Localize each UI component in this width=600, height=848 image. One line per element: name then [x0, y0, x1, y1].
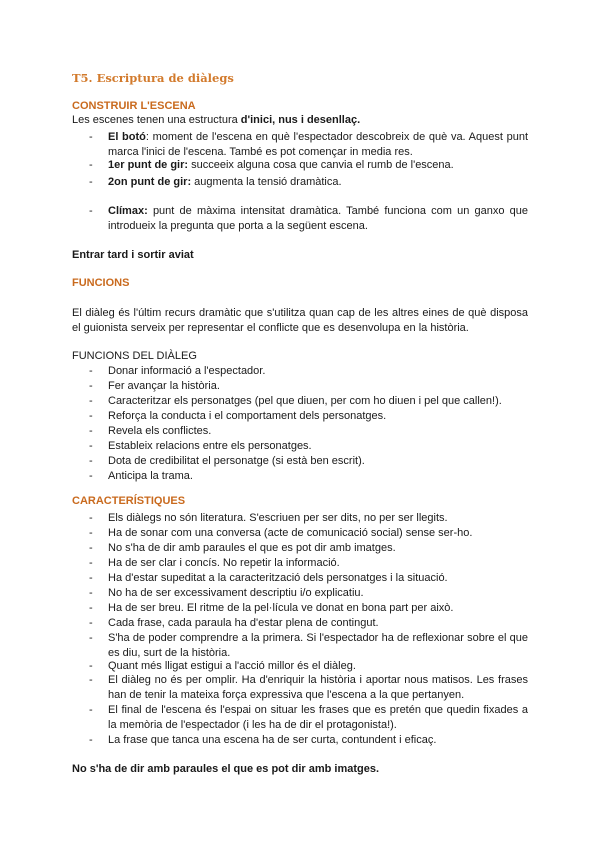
list-item: Ha de sonar com una conversa (acte de comunicació social) sense ser-ho. — [108, 527, 473, 539]
list-item: Quant més lligat estigui a l'acció millor és el diàleg. — [108, 660, 356, 672]
list-item: S'ha de poder comprendre a la primera. Si l'espectador ha de reflexionar sobre el que es diu, surt de la història. — [108, 632, 528, 659]
bullet-marker: - — [89, 425, 93, 437]
bullet-marker: - — [89, 557, 93, 569]
bullet-marker: - — [89, 512, 93, 524]
bullet-marker: - — [89, 205, 93, 217]
term-gir-2: 2on punt de gir: — [108, 176, 192, 188]
bullet-marker: - — [89, 440, 93, 452]
list-item: Revela els conflictes. — [108, 425, 212, 437]
list-item: Cada frase, cada paraula ha d'estar plena de contingut. — [108, 617, 379, 629]
construir-intro — [72, 113, 360, 128]
bullet-marker: - — [89, 131, 93, 143]
bullet-marker: - — [89, 617, 93, 629]
term-gir-1: 1er punt de gir: — [108, 159, 189, 171]
list-item: El diàleg no és per omplir. Ha d'enriquir la història i aportar nous matisos. Les frases han de tenir la mateixa força expressiva que l'escena a la que pertanyen. — [108, 674, 528, 701]
construir-intro-bold: d'inici, nus i desenllaç. — [240, 114, 361, 126]
funcions-paragraph: El diàleg és l'últim recurs dramàtic que s'utilitza quan cap de les altres eines de què disposa el guionista serveix per representar el conflicte que es desenvolupa en la història. — [72, 307, 528, 334]
construir-closing: Entrar tard i sortir aviat — [72, 249, 194, 261]
item-text-gir-1: succeeix alguna cosa que canvia el rumb de l'escena. — [191, 159, 454, 171]
list-item: Ha d'estar supeditat a la caracterització dels personatges i la situació. — [108, 572, 448, 584]
bullet-marker: - — [89, 587, 93, 599]
bullet-marker: - — [89, 660, 93, 672]
list-item: No ha de ser excessivament descriptiu i/o explicatiu. — [108, 587, 364, 599]
list-item-boto — [108, 130, 528, 160]
bullet-marker: - — [89, 542, 93, 554]
list-item: No s'ha de dir amb paraules el que es pot dir amb imatges. — [108, 542, 396, 554]
document-title: T5. Escriptura de diàlegs — [72, 71, 234, 85]
caracteristiques-closing: No s'ha de dir amb paraules el que es pot dir amb imatges. — [72, 763, 380, 775]
list-item: Estableix relacions entre els personatges. — [108, 440, 312, 452]
list-item-gir-2 — [108, 175, 528, 190]
bullet-marker: - — [89, 365, 93, 377]
list-item-gir-1 — [108, 158, 528, 173]
section-heading-caracteristiques: CARACTERÍSTIQUES — [72, 495, 186, 507]
item-text-gir-2: augmenta la tensió dramàtica. — [194, 176, 342, 188]
bullet-marker: - — [89, 380, 93, 392]
list-item: Dota de credibilitat el personatge (si està ben escrit). — [108, 455, 365, 467]
bullet-marker: - — [89, 632, 93, 644]
bullet-marker: - — [89, 734, 93, 746]
bullet-marker: - — [89, 410, 93, 422]
item-text-climax: punt de màxima intensitat dramàtica. També funciona com un ganxo que introdueix la pregunta que porta a la següent escena. — [108, 205, 528, 232]
list-item: El final de l'escena és l'espai on situar les frases que es pretén que quedin fixades a la memòria de l'espectador (i les ha de dir el protagonista!). — [108, 704, 528, 731]
term-boto: El botó — [108, 131, 146, 143]
list-item: Anticipa la trama. — [108, 470, 193, 482]
funcions-subheading: FUNCIONS DEL DIÀLEG — [72, 350, 197, 362]
list-item: Caracteritzar els personatges (pel que diuen, per com ho diuen i pel que callen!). — [108, 395, 502, 407]
section-heading-funcions: FUNCIONS — [72, 277, 130, 289]
bullet-marker: - — [89, 176, 93, 188]
item-text-boto: moment de l'escena en què l'espectador descobreix de què va. Aquest punt marca l'inici de l'escena. També es pot començar in media res. — [108, 131, 528, 158]
term-sep: : — [145, 131, 153, 143]
list-item: Reforça la conducta i el comportament dels personatges. — [108, 410, 387, 422]
list-item: Fer avançar la història. — [108, 380, 220, 392]
list-item: Els diàlegs no són literatura. S'escriuen per ser dits, no per ser llegits. — [108, 512, 448, 524]
construir-intro-text: Les escenes tenen una estructura — [72, 114, 241, 126]
bullet-marker: - — [89, 470, 93, 482]
bullet-marker: - — [89, 572, 93, 584]
term-climax: Clímax: — [108, 205, 148, 217]
section-heading-construir: CONSTRUIR L'ESCENA — [72, 100, 196, 112]
bullet-marker: - — [89, 455, 93, 467]
bullet-marker: - — [89, 704, 93, 716]
list-item: Ha de ser breu. El ritme de la pel·lícula ve donat en bona part per això. — [108, 602, 454, 614]
list-item: La frase que tanca una escena ha de ser curta, contundent i eficaç. — [108, 734, 437, 746]
list-item: Ha de ser clar i concís. No repetir la informació. — [108, 557, 340, 569]
list-item-climax — [108, 204, 528, 234]
bullet-marker: - — [89, 395, 93, 407]
bullet-marker: - — [89, 674, 93, 686]
bullet-marker: - — [89, 159, 93, 171]
list-item: Donar informació a l'espectador. — [108, 365, 266, 377]
bullet-marker: - — [89, 527, 93, 539]
bullet-marker: - — [89, 602, 93, 614]
